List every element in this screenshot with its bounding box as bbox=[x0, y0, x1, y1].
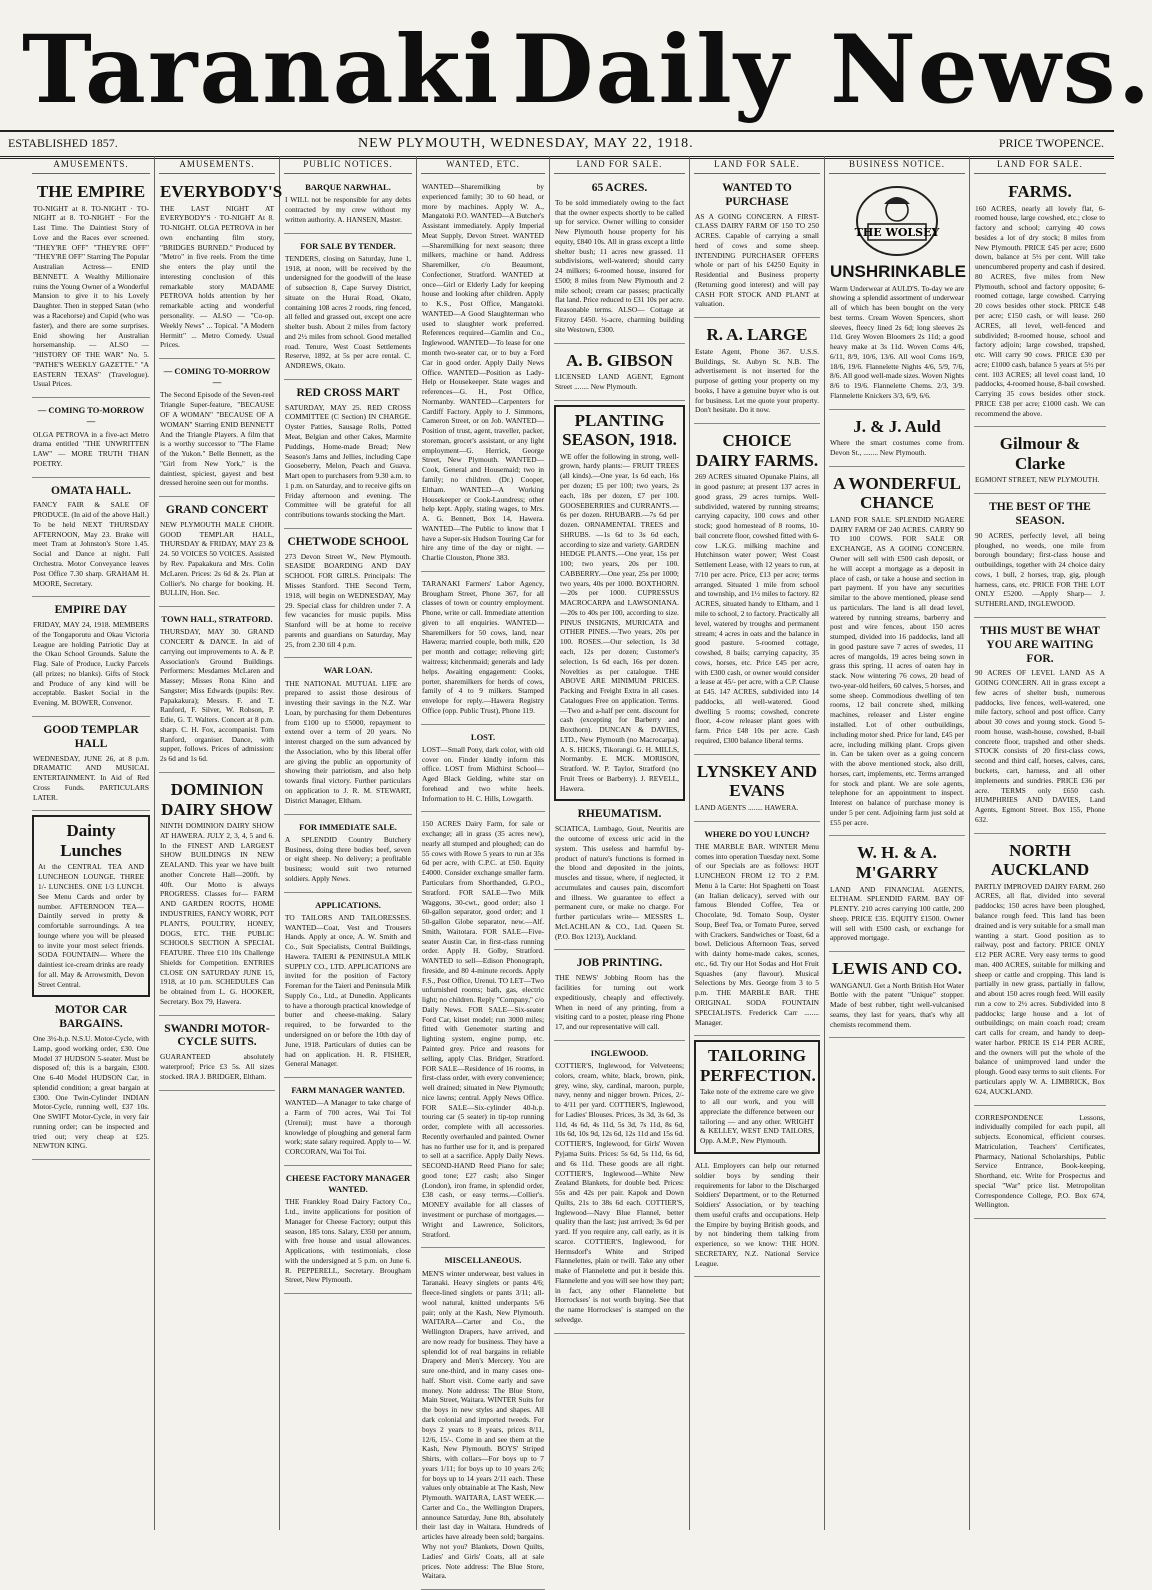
advertisement bbox=[554, 1045, 685, 1334]
advertisement-body: OLGA PETROVA in a five-act Metro drama entitled "THE UNWRITTEN LAW" — MORE TRUTH THAN POETRY. bbox=[33, 429, 149, 468]
advertisement-title: WANTED TO PURCHASE bbox=[722, 182, 792, 208]
advertisement-body: THE NATIONAL MUTUAL LIFE are prepared to assist those desirous of investing their savings in the N.Z. War Loan, by purchasing for them Debentures from £100 up to £5000, repayment to extend over a term of 20 years. No interest charged on the sum advanced by the Association, who by this liberal offer are giving the public an opportunity of showing their patriotism, and also help towards final victory. Further particulars on application to J. R. M. STEWART, District Manager, Eltham. bbox=[285, 678, 411, 805]
advertisement-title: FARM MANAGER WANTED. bbox=[291, 1085, 405, 1096]
advertisement bbox=[694, 322, 820, 424]
advertisement-title: INGLEWOOD. bbox=[590, 1047, 649, 1058]
advertisement-body: PARTLY IMPROVED DAIRY FARM. 260 ACRES, all flat, divided into several paddocks; 150 acres have been ploughed, balance rough feed. This land has been drained and is very suitable for a small man wanting a start. Good position as to railway, post and factory. PRICE ONLY £12 PER ACRE. Very easy terms to good man. 400 ACRES, suitable for milking and sheep or cattle and cropping. This land is partially in new grass, partially in fallow, and about 150 acres rough feed. Will easily run a cow to 2½ acres. Subdivided into 8 paddocks; large house and a lot of outbuildings; on main coach road; cream cart calls for cream, and handy to deep-water harbor. PRICE IS £14 PER ACRE, and the owners will put the whole of the balance of unimproved land under the plough. Good easy terms to suit clients. For particulars apply W. A. LIMBRICK, Box 624, AUCKLAND. bbox=[975, 881, 1105, 1096]
dateline bbox=[0, 130, 1114, 159]
advertisement-title: THE EMPIRE bbox=[36, 182, 146, 201]
advertisement bbox=[32, 721, 150, 811]
advertisement bbox=[159, 777, 275, 1016]
advertisement-body: Estate Agent, Phone 367. U.S.S. Buildings, St. Aubyn St. N.B. The advertisement is not inserted for the purpose of getting your property on my books, I have a genuine buyer who is out for business. Let me quote your property. Don't hesitate. Do it now. bbox=[695, 346, 819, 415]
advertisement-title: UNSHRINKABLE bbox=[830, 262, 966, 281]
advertisement-title: TAILORING PERFECTION. bbox=[700, 1046, 816, 1085]
advertisement bbox=[829, 414, 965, 467]
price-label: PRICE TWOPENCE. bbox=[998, 136, 1104, 150]
advertisement bbox=[159, 1020, 275, 1091]
advertisement-body: SATURDAY, MAY 25. RED CROSS COMMITTEE (C Section) IN CHARGE. Oyster Patties, Sausage Rolls, Potted Meat, Belgian and other Cakes, Marmite Puddings, Home-made Bread; New Season's Jams and Jellies, including Cape Gooseberry, Melon, Peach and Guava. Mart open to purchasers from 9.30 a.m. to 1 p.m. on Saturday, and to receive gifts on Friday afternoon and evening. The Committee will be grateful for all contributions towards stocking the Mart. bbox=[285, 402, 411, 520]
advertisement-body: TO TAILORS AND TAILORESSES. WANTED—Coat, Vest and Trousers Hands. Apply at once, A. W. Smith and Co., Suit Specialists, Central Buildings, Hawera. TAIERI & PENINSULA MILK SUPPLY CO., LTD. APPLICATIONS are invited for the position of Factory Foreman for the Taieri and Peninsula Milk Supply Co., Ltd., at Dunedin. Applicants to have a thorough practical knowledge of butter and cheese-making. Salary required, to be forwarded to the undersigned on or before the 10th day of June, 1918. Particulars of duties can be had on application. H. R. FISHER, General Manager. bbox=[285, 912, 411, 1069]
advertisement-title: EVERYBODY'S bbox=[160, 182, 283, 201]
advertisement bbox=[974, 622, 1106, 834]
advertisement-title: W. H. & A. M'GARRY bbox=[855, 843, 939, 882]
advertisement-title: PLANTING SEASON, 1918. bbox=[562, 410, 677, 450]
advertisement bbox=[32, 601, 150, 717]
advertisement bbox=[284, 179, 412, 234]
advertisement-title: APPLICATIONS. bbox=[315, 899, 381, 910]
advertisement bbox=[421, 729, 545, 813]
advertisement bbox=[554, 805, 685, 950]
advertisement bbox=[284, 238, 412, 380]
advertisement bbox=[284, 1170, 412, 1294]
advertisement-body: GUARANTEED absolutely waterproof; Price £3 5s. All sizes stocked. IRA J. BRIDGER, Eltham. bbox=[160, 1052, 274, 1081]
advertisement-body: WANTED—A Manager to take charge of a Farm of 700 acres, Wai Toi Tol (Urenui); must have a thorough knowledge of ploughing and general farm work; state salary required. Apply to— W. CORCORAN, Wai Toi Toi. bbox=[285, 1098, 411, 1157]
advertisement-body: THE MARBLE BAR. WINTER Menu comes into operation Tuesday next. Some of our Specials are as follows: HOT LUNCHEON FROM 12 TO 2 P.M. Menu à la Carte: Hot Spaghetti on Toast (an Italian delicacy), served with our famous Blended Coffee, Tea or Chocolate, 9d. Tomato Soup, Oyster Soup, Beef Tea, or Tomato Puree, served with Crackers. Sandwiches or Toast, 6d a bowl. Delicious Afternoon Teas, served with dainty home-made cakes, scones, etc., 6d. Try our Hot Sodas and Hot Fruit Squashes (any flavour). Musical Selections by Mrs. George from 3 to 5 p.m. THE MARBLE BAR. THE ORIGINAL SODA FOUNTAIN SPECIALISTS. Frederick Carr ........ Manager. bbox=[695, 841, 819, 1027]
advertisement-title: WAR LOAN. bbox=[323, 665, 373, 676]
advertisement-title: — COMING TO-MORROW — bbox=[37, 405, 145, 427]
advertisement-title: NORTH AUCKLAND bbox=[990, 840, 1090, 880]
advertisement-title: RED CROSS MART bbox=[296, 386, 400, 399]
advertisement-title: GRAND CONCERT bbox=[165, 504, 269, 517]
advertisement-title: RHEUMATISM. bbox=[577, 808, 662, 821]
advertisement-body: 273 Devon Street W., New Plymouth. SEASIDE BOARDING AND DAY SCHOOL FOR GIRLS. Principals: The Misses Stanford. THE Second Term, 1918, will begin on WEDNESDAY, May 29. Special class for children under 7. A few vacancies for music pupils. Miss Stanford will be at home to receive parents and guardians on Saturday, May 25, from 2.30 till 4 p.m. bbox=[285, 551, 411, 649]
column-grid bbox=[28, 156, 1110, 1581]
column-heading: LAND FOR SALE. bbox=[554, 156, 685, 174]
advertisement-title: MOTOR CAR BARGAINS. bbox=[54, 1004, 128, 1031]
advertisement bbox=[421, 179, 545, 572]
advertisement bbox=[694, 1040, 820, 1154]
advertisement bbox=[284, 1082, 412, 1166]
advertisement bbox=[829, 956, 965, 1038]
advertisement-title: THIS MUST BE WHAT YOU ARE WAITING FOR. bbox=[980, 624, 1100, 665]
advertisement bbox=[32, 179, 150, 398]
advertisement-body: FANCY FAIR & SALE OF PRODUCE. (In aid of the above Hall.) To be held NEXT THURSDAY AFTERNOON, May 23. Brake will meet Tram at Johnston's Store 1.45. Social and Dance at night. Full Orchestra. Motor Conveyance leaves Post Office 7.30 sharp. GRAHAM H. MOORE, Secretary. bbox=[33, 500, 149, 588]
advertisement bbox=[554, 405, 685, 802]
advertisement-title: CHETWODE SCHOOL bbox=[287, 535, 409, 548]
advertisement-title: LEWIS AND CO. bbox=[832, 959, 962, 979]
advertisement-body: 269 ACRES situated Opunake Plains, all in good pasture; at present 137 acres in good grass, 29 acres turnips. Well-subdivided, watered by running streams; carrying capacity, 100 cows and other stock; good homestead of 8 rooms, 10-bail concrete floor, cowshed fitted with 6-cow L.K.G. milking machine and Hutchinson water power; West Coast Settlement Lease, with 12 years to run, at 7/10 per acre. Price, £13 per acre; terms arranged. Situated 1 mile from school and township, and 1½ miles to factory. 82 ACRES, situated handy to Eltham, and 1 mile to school, 2 to factory. Practically all level, watered by troughs and permanent stream; 4 acres in oats and the balance in good pasture. 5-roomed cottage, cowshed, 8 bails; carrying capacity, 35 cows, horses, etc. Price £45 per acre, with £300 cash, or owner would consider a lease at 45/- per acre, with a C.P. Clause at £45. 147 ACRES, subdivided into 14 paddocks, all well-watered. Good dwelling 5 rooms; cowshed, concrete floor, 4-cow releaser plant goes with farm. Price £48 10s per acre. Cash required, £300 balance liberal terms. bbox=[695, 472, 819, 745]
advertisement-title: WHERE DO YOU LUNCH? bbox=[704, 828, 810, 839]
advertisement-body: NEW PLYMOUTH MALE CHOIR. GOOD TEMPLAR HALL, THURSDAY & FRIDAY, MAY 23 & 24. 50 VOICES 50 VOICES. Assisted by Rev. Papakakura and Mrs. Colin McLaren. Prices: 2s 6d & 2s. Plan at Collier's. No charge for booking. H. BULLIN, Hon. Sec. bbox=[160, 519, 274, 598]
advertisement-body: WANGANUI. Get a North British Hot Water Bottle with the patent "Unique" stopper. Made of best rubber, tight well-vulcanised seams, they last for years, that's why all chemists recommend them. bbox=[830, 980, 964, 1029]
advertisement-body: One 3½-h.p. N.S.U. Motor-Cycle, with Lamp, good working order, £30. One Model 37 HUDSON 5-seater. Must be disposed of; this is a bargain, £300. One 6-40 Model HUDSON Car, in splendid condition; a great bargain at £300. One Twin-Cylinder INDIAN Motor-Cycle, running well, £37 10s. One SWIFT Motor-Cycle, in very fair running order; can be inspected and tried out; very cheap at £25. NEWTON KING. bbox=[33, 1034, 149, 1151]
advertisement bbox=[284, 662, 412, 814]
advertisement bbox=[32, 815, 150, 997]
advertisement bbox=[974, 431, 1106, 494]
newspaper-column bbox=[155, 156, 283, 1530]
advertisement-body: LICENSED LAND AGENT, Egmont Street ........ New Plymouth. bbox=[555, 372, 684, 391]
advertisement-body: THE Frankley Road Dairy Factory Co., Ltd., invite applications for position of Manager for Cheese Factory; output this season, 185 tons. Salary, £350 per annum, with free house and usual allowances. Applications, with testimonials, close with the undersigned at 5 p.m. on June 6. R. PEPPERELL, Secretary. Brougham Street, New Plymouth. bbox=[285, 1197, 411, 1285]
advertisement-body: Take note of the extreme care we give to all our work, and you will appreciate the difference between our tailoring — and any other. WRIGHT & KELLEY, WEST END TAILORS, Opp. A.M.P., New Plymouth. bbox=[700, 1087, 814, 1146]
advertisement-body: To be sold immediately owing to the fact that the owner expects shortly to be called up for service. Owner willing to consider New Plymouth house property for his equity, £840 10s. All in grass except a little shelter bush; 11 acres new grassed. 11 subdivisions, well-watered; should carry 24 milkers; 6-roomed house, insured for £500; 8 miles from New Plymouth and 2 mile school; cream car passes; practically flat land. Price reduced to £31 10s per acre. Reasonable terms. ALSO— Cottage at Fitzroy £450. ½-acre, charming building site Westown, £300. bbox=[555, 197, 684, 334]
advertisement-title: Gilmour & Clarke bbox=[999, 434, 1081, 473]
column-heading: PUBLIC NOTICES. bbox=[284, 156, 412, 174]
advertisement-body: THE NEWS' Jobbing Room has the facilities for turning out work expeditiously, cheaply and effectively. When in need of any printing, from a visiting card to a poster, please ring Phone 17, and our representative will call. bbox=[555, 973, 684, 1032]
advertisement bbox=[694, 826, 820, 1037]
advertisement-title: MISCELLANEOUS. bbox=[444, 1255, 522, 1266]
advertisement bbox=[159, 501, 275, 607]
advertisement-title: TOWN HALL, STRATFORD. bbox=[161, 614, 273, 625]
advertisement-body: TENDERS, closing on Saturday, June 1, 1918, at noon, will be received by the undersigned for the goodwill of the lease of subsection 8, Cape Survey District, situate on the Hurai Road, Okato, containing 108 acres 2 roods, ring fenced, all felled and grassed out, except one acre shelter bush. About 2 miles from factory and 2½ miles from school. Good metalled road. Tenure, West Coast Settlements Reserve, 1892, at 5s per acre rental. C. ANDREWS, Okato. bbox=[285, 253, 411, 371]
advertisement-title: FOR SALE BY TENDER. bbox=[300, 240, 396, 251]
advertisement bbox=[32, 1001, 150, 1160]
advertisement bbox=[829, 179, 965, 410]
advertisement bbox=[829, 471, 965, 837]
newspaper-column bbox=[417, 156, 550, 1581]
advertisement bbox=[554, 954, 685, 1040]
advertisement bbox=[694, 1158, 820, 1277]
newspaper-column bbox=[280, 156, 417, 1530]
advertisement bbox=[421, 1252, 545, 1590]
advertisement-body: The Second Episode of the Seven-reel Triangle Super-feature, "BECAUSE OF A WOMAN" "BECAUSE OF A WOMAN" Starring ENID BENNETT And the Triangle Players. A film that is a worthy successor to "The Flame of the Yukon." Belle Bennett, as the "Girl from New York," is the daintiest, spiciest, gayest and best dressed heroine seen out for months. bbox=[160, 390, 274, 488]
newspaper-column bbox=[970, 156, 1110, 1530]
advertisement-body: WE offer the following in strong, well-grown, hardy plants:— FRUIT TREES (all kinds).—One year, 1s 6d each, 16s per dozen; £5 per 100; two years, 2s each, 18s per dozen, £7 per 100. GOOSEBERRIES and CURRANTS.—6s per dozen. RHUBARB.—7s 6d per dozen. ORNAMENTAL TREES and SHRUBS. —1s 6d to 3s 6d each, according to size and variety. GARDEN HEDGE PLANTS.—One year, 15s per 100; two years, 20s per 100. CABBERRY.—One year, 25s per 1000; two years, 40s per 1000. BOXTHORN.—20s per 1000. CUPRESSUS MACROCARPA and LAWSONIANA.—20s to 40s per 100, according to size. PINUS INSIGNIS, MURICATA and OTHER PINES.—Two years, 20s per 100. ROSES.—Our selection, 1s 3d each, 12s per dozen; Customer's selection, 1s 6d each, 16s per dozen. Novelties as per catalogue. THE ABOVE ARE MINIMUM PRICES. Packing and Freight Extra in all cases. Catalogues Free on application. Terms.—Two and a-half per cent. discount for cash (excepting for Barberry and Boxthorn). DUNCAN & DAVIES, LTD., New Plymouth (no Macrocarpa). A. S. HICKS, Tikorangi. G. H. MILLS, Normanby. E. MCK. MORISON, Stratford. W. P. Taylor, Stratford (no Fruit Trees or Barberry). J. REVELL, Hawera. bbox=[560, 451, 679, 793]
masthead-word-daily: Daily bbox=[512, 15, 791, 125]
advertisement-body: Warm Underwear at AULD'S. To-day we are showing a splendid assortment of underwear all of which has been bought on the very best terms. Cream Woven Spencers, short sleeves, fleecy lined 2s 6d; long sleeves 2s 11d. Grey Woven Bloomers 2s 11d; a good heavy make at 3s 11d. Woven Coms 4/6, 6/11, 8/9, 10/6, 13/6. All wool Coms 16/9, 18/6, 19/6. Flannelette Nights 4/6, 5/9, 7/6, 8/6. All good well-made sizes. Woven Nights 8/6 to 19/6. Flannelette Chems. 2/3, 3/9. Flannelette Knickers 3/3, 6/9, 6/6. bbox=[830, 283, 964, 400]
advertisement bbox=[694, 428, 820, 755]
advertisement bbox=[284, 533, 412, 658]
established-label: ESTABLISHED 1857. bbox=[8, 136, 118, 150]
advertisement-title: GOOD TEMPLAR HALL bbox=[43, 723, 139, 750]
advertisement-body: 90 ACRES OF LEVEL LAND AS A GOING CONCERN. All in grass except a few acres of shelter bush, numerous paddocks, live fences, well-watered, one mile factory, school and post office. Carry about 30 cows and young stock. Good 5-room house, wash-house, cowshed, 8-bail concrete floor, trapshed and other sheds. STOCK consists of 20 first-class cows, second and third calf, horses, calves, cans, buckets, cart, harness, and all other implements and sundries. PRICE £36 per acre. TERMS only £650 cash. HUMPHRIES AND DAVIES, Land Agents, Egmont Street. Box 155, Phone 632. bbox=[975, 668, 1105, 824]
advertisement-body: COTTIER'S, Inglewood, for Velveteens; colors, cream, white, black, brown, pink, grey, wine, sky, cardinal, maroon, purple, navy, nenny and nigger brown. Prices, 2/- to 4/11 per yard. COTTIER'S, Inglewood, for Ladies' Blouses. Prices, 3s 3d, 3s 6d, 3s 11d, 4s 6d, 4s 11d, 5s 3d, 7s 11d, 8s 6d, 10s 6d, 10s 9d, 12s 6d, 12s 11d and 15s 6d. COTTIER'S, Inglewood, for Girls' Woven Pyjama Suits. Prices: 5s 6d, 5s 11d, 6s 6d, and 6s 11d. These goods are all right. COTTIER'S, Inglewood—White New Zealand Blankets, for double bed. Prices: 55s and 42s per pair. Kapok and Down Quilts, 21s to 38s 6d each. COTTIER'S, Inglewood—Navy Blue Flannel, better quality than the last; just arrived; 3s 6d per yard. If you require any, call early, as it is scarce. COTTIER'S, Inglewood, for Hermsdorf's White and Striped Flannelettes, plain or twill. Take any other make of Flannelette and put it beside this. Flannelette and you will see how they part; in fact, any other Flannelette but Horrockses' is not worth buying. See that the name Horrockses' is stamped on the selvedge. bbox=[555, 1061, 684, 1324]
advertisement-body: MEN'S winter underwear, best values in Taranaki. Heavy singlets or pants 4/6; fleece-lined singlets or pants 3/11; all-wool natural, knitted underpants 5/6 pair; only at the Kash, New Plymouth. WAITARA—Carter and Co., the Wellington Drapers, have arrived, and are now ready for business. They have a splendid lot of real bargains in reliable Drapery and Men's Mercery. You are sure one-third, and in many cases one-half. Short visit. Come early and save money. Note address: The Blue Store, Main Street, Waitara. WINTER Suits for the boys in new styles and shapes. All dark colonial and imported tweeds. For boys 2 years to 8 years, prices 8/11, 12/6, 15/-. Come in and see them at the Kash, New Plymouth. BOYS' Striped Shirts, with collars—For boys up to 7 years 1/11; for boys up to 10 years 2/6; for boys up to 14 years 2/11 each. These values only obtainable at The Kash, New Plymouth. WAITARA, LAST WEEK.—Carter and Co., the Wellington Drapers, announce Saturday, June 8th, absolutely their last day in Waitara. Hundreds of articles have already been sold; bargains. Why not you? Blankets, Down Quilts, Ladies' and Girls' Coats, all at sale prices. Note address: The Blue Store, Waitara. bbox=[422, 1268, 544, 1581]
masthead-word-news: News. bbox=[830, 15, 1152, 125]
column-heading: WANTED, ETC. bbox=[421, 156, 545, 174]
column-heading: BUSINESS NOTICE. bbox=[829, 156, 965, 174]
advertisement-title: OMATA HALL. bbox=[50, 484, 132, 497]
advertisement bbox=[421, 576, 545, 725]
advertisement-body: THE LAST NIGHT AT EVERYBODY'S · TO-NIGHT At 8. TO-NIGHT. OLGA PETROVA in her own enchanting film story, "BRIDGES BURNED." Produced by "Metro" in five reels. From the time she enters the play until the interesting conclusion of this remarkable story MADAME PETROVA holds attention by her remarkable acting and wonderful personality. — ALSO — "Co-op. Weekly News" ... Topical. "A Modern Hermitt" ... Metro Comedy. Usual Prices. bbox=[160, 203, 274, 350]
newspaper-column bbox=[690, 156, 825, 1530]
advertisement-title: CHOICE DAIRY FARMS. bbox=[695, 431, 819, 470]
advertisement-body: ALL Employers can help our returned soldier boys by sending their requirements for labor to the Discharged Soldiers' Department, or to the Returned Soldiers' Association, or by teaching them useful crafts and occupations. Help the Empire by buying British goods, and by not hindering them talking from experience, so we know: THE HON. SECRETARY, N.Z. National Service League. bbox=[695, 1161, 819, 1268]
advertisement bbox=[284, 819, 412, 893]
advertisement bbox=[421, 816, 545, 1248]
advertisement bbox=[284, 384, 412, 529]
advertisement bbox=[554, 179, 685, 344]
advertisement-title: EMPIRE DAY bbox=[54, 604, 128, 617]
advertisement-title: THE BEST OF THE SEASON. bbox=[989, 501, 1091, 528]
advertisement bbox=[284, 897, 412, 1078]
masthead-word-taranaki: Taranaki bbox=[22, 15, 501, 125]
advertisement-title: FOR IMMEDIATE SALE. bbox=[299, 821, 397, 832]
advertisement-body: FRIDAY, MAY 24, 1918. MEMBERS of the Tongaporutu and Okau Victoria League are holding Patriotic Day at the Okau School Grounds. Salute the Flag. Sale of Produce, Lucky Parcels (all prizes; no blanks). Gifts of Stock and Produce of any kind will be acceptable. Basket Social in the Evening. M. BOWER, Convenor. bbox=[33, 620, 149, 708]
advertisement-body: THURSDAY, MAY 30. GRAND CONCERT & DANCE. In aid of carrying out improvements to A. & P. Association's Ground Buildings. Performers: Mesdames McLaren and Massey; Misses Rona Kino and Sangster; Miss Edwards (pupils: Rev. Papakakura); Messrs. F. and T. Ranford, F. Silver, W. Robson, P. Edie, G. T. Walters. Concert at 8 p.m. sharp. C. H. Fox, accompanist. Tom Ranford, organiser. Dance, with supper, follows. Prices of admission: 2s 6d and 1s 6d. bbox=[160, 627, 274, 764]
advertisement-title: Dainty Lunches bbox=[60, 821, 122, 860]
advertisement bbox=[694, 179, 820, 318]
advertisement-body: CORRESPONDENCE Lessons, individually compiled for each pupil, all subjects. Economical, efficient courses. Matriculation, Teachers' Certificates, Pharmacy, National Scholarships, Public Service Entrance, Book-keeping, Shorthand, etc. Write for Prospectus and special "War" price list. Metropolitan Correspondence College, P.O. Box 674, Wellington. bbox=[975, 1112, 1105, 1210]
newspaper-column bbox=[550, 156, 690, 1530]
advertisement-body: EGMONT STREET, NEW PLYMOUTH. bbox=[975, 475, 1100, 485]
advertisement-title: — COMING TO-MORROW — bbox=[163, 366, 271, 388]
advertisement bbox=[32, 402, 150, 478]
advertisement-title: J. & J. Auld bbox=[853, 416, 941, 436]
newspaper-column bbox=[825, 156, 970, 1530]
masthead bbox=[0, 0, 1152, 128]
advertisement bbox=[974, 179, 1106, 427]
advertisement-body: LAND AGENTS ........ HAWERA. bbox=[695, 802, 799, 812]
advertisement-body: 150 ACRES Dairy Farm, for sale or exchange; all in grass (35 acres new), nearly all stumped and ploughed; can do 55 cows with Rowe 5 years to run at 35s 6d per acre, with C.P.C. at £50. Equity £4000. Consider exchange smaller farm. Particulars from Shorthanded, G.P.O., Stratford. FOR SALE—Two Milk Waggons, 30-cwt., good order; also 1 60-gallon separator, good order; and 1 50-gallon Globe separator, new.—Alf. Smith, Waitotara. FOR SALE—Five-seater Austin Car, in first-class running order. Apply H. Golby, Stratford. WANTED to sell—Edison Phonograph, fireside, and 80 4-minute records. Apply F.S., Post Office, Urenui. TO LET—Two unfurnished rooms; bath, gas, electric light; no children. Reply "Company," c/o Daily News. FOR SALE—Six-seater Ford Car, kitset model; run 3000 miles; fitted with Genemoter starting and lighting system, engine pump, etc. Painted grey. Price and reasons for selling, apply Clas. Bridger, Stratford. FOR SALE—Residence of 16 rooms, in first-class order, with every convenience; well drained; situated in New Plymouth; nice lawns; central. Apply News Office. FOR SALE—Six-cylinder 40-h.p. touring car (5 seater) in tip-top running order, complete with all accessories. Recently overhauled and painted. Owner has no further use for it, and is prepared to sell at a sacrifice. Apply Daily News. SECOND-HAND Reed Piano for sale; good tone; £27 cash; also Singer (London), iron frame, in splendid order, £38 cash, or easy terms.—Collier's. MONEY available for all classes of investment or purchase of mortgages.—Wright and Lawrence, Solicitors, Stratford. bbox=[422, 819, 544, 1239]
advertisement-body: At the CENTRAL TEA AND LUNCHEON LOUNGE. THREE 1/- LUNCHES. ONE 1/3 LUNCH. See Menu Cards and order by number. AFTERNOON TEA— Daintily served in pretty & comfortable surroundings. A tea lounge where you will be pleased to invite your most select friends. SODA FOUNTAIN— Where the daintiest ice-cream drinks are ready for all. May & Arrowsmith, Devon Street Central. bbox=[38, 862, 144, 989]
advertisement bbox=[974, 498, 1106, 618]
advertisement bbox=[159, 179, 283, 359]
advertisement-body: 160 ACRES, nearly all lovely flat, 6-roomed house, large cowshed, etc.; close to factory and school; carrying 40 cows besides a lot of dry stock; 8 miles from New Plymouth. PRICE £45 per acre; £600 down, balance at 5½ per cent. Will take unencumbered property and cash if desired. 80 ACRES, five miles from New Plymouth, school and factory opposite; 6-roomed cottage, large cowshed. Carrying 20 cows besides other stock. PRICE £48 per acre; £150 cash, or will lease. 260 ACRES, all level, well-fenced and subdivided; 8-roomed house, school and factory adjoin; large cowshed, trapshed, etc. Will carry 90 cows. PRICE £30 per acre; £1000 cash, balance 5 years at 5½ per cent. 103 ACRES; all level coast land, 10 paddocks, 4-roomed house, 8-bail cowshed. Carrying 35 cows besides other stock. PRICE £38 per acre; £1000 cash. We can recommend the above. bbox=[975, 203, 1105, 418]
emblem-text: THE WOLSEY bbox=[854, 226, 940, 239]
advertisement-title: FARMS. bbox=[1008, 182, 1072, 201]
advertisement bbox=[554, 348, 685, 401]
advertisement bbox=[974, 1110, 1106, 1220]
advertisement-title: DOMINION DAIRY SHOW bbox=[161, 779, 273, 819]
column-heading: AMUSEMENTS. bbox=[159, 156, 275, 174]
advertisement bbox=[829, 840, 965, 952]
column-heading: LAND FOR SALE. bbox=[974, 156, 1106, 174]
advertisement-body: AS A GOING CONCERN. A FIRST-CLASS DAIRY FARM OF 150 TO 250 ACRES. Capable of carrying a small herd of cows and some sheep. INTENDING PURCHASER OFFERS whole or part of his £4250 Equity in Residential and Business property (Returning good interest) and will pay CASH FOR STOCK AND PLANT at valuation. bbox=[695, 211, 819, 309]
advertisement-body: TO-NIGHT at 8. TO-NIGHT · TO-NIGHT at 8. TO-NIGHT · For the Last Time. The Daintiest Story of Love and the Races ever screened. "THEY'RE OFF" "THEY'RE OFF" "THEY'RE OFF" Starring The Popular Australian Actress— ENID BENNETT. A Wealthy Millionaire ruins the Young Owner of a Wonderful Mansion to give it to his Lovely Daughter. Then in stepped Satan (who was a Racehorse) and Cupid (who was faster), and there are some surprises. Enid showing her Australian horsemanship. — ALSO — "HISTORY OF THE WAR" No. 5. "PATHE'S WEEKLY GAZETTE." "A EASTERN TEXAS" (Travelogue). Usual Prices. bbox=[33, 203, 149, 389]
advertisement-title: A. B. GIBSON bbox=[566, 350, 673, 370]
advertisement-title: A WONDERFUL CHANCE bbox=[833, 473, 961, 513]
advertisement-body: 90 ACRES, perfectly level, all being ploughed, no weeds, one mile from borough boundary; first-class house and outbuildings, together with 24 choice dairy cows, 1 bull, 2 horses, trap, gig, plough harness, cans, etc. PRICE FOR THE LOT ONLY £5200. —Apply Sharp— J. SUTHERLAND, INGLEWOOD. bbox=[975, 530, 1105, 609]
advertisement-body: A SPLENDID Country Butchery Business, doing three bodies beef, seven or eight sheep. No delivery; a profitable business; would suit two returned soldiers. Apply News. bbox=[285, 834, 411, 883]
advertisement bbox=[32, 482, 150, 598]
advertisement-body: WANTED—Sharemilking by experienced family; 30 to 60 head, or more by machines. Apply W. A., Mangatoki P.O. WANTED—A Butcher's Assistant immediately. Apply Imperial Meat Supply, Devon Street. WANTED—Sharemilking for next season; three milkers, machine or hand. Address Sharemilker, c/o Beaumont, Confectioner, Stratford. WANTED at once—Girl or Elderly Lady for keeping house and looking after children. Apply to K.S., Post Office, Mangatoki. WANTED—A Good Slaughterman who used to slaughter work preferred. References required—Gamlin and Co., Inglewood. WANTED—To lease for one month two-seater car, or to buy a Ford Car in good order. Apply Daily News Office. WANTED—Position as Lady-Help or Housekeeper. State wages and references—G. H., Post Office, Normanby. WANTED—Carpenters for Cardiff Factory. Apply to J. Simmons, Cameron Street, or on Job. WANTED—Position of trust, agent, traveller, packer, storeman, grocer's assistant, or any light employment—G. Herrick, George Street, New Plymouth. WANTED—Cook, General and Housemaid; two in family; no children. (Dr.) Cooper, Eltham. WANTED—A Working Housekeeper or Cook-Laundress; other help kept. Apply, stating wages, to Mrs. A. G. Bennett, Box 14, Hawera. WANTED—The Public to know that I have a Super-six Hudson Touring Car for hire any time of the day or night. —Charlie Clouston, Phone 383. bbox=[422, 182, 544, 563]
wolsey-emblem-icon bbox=[854, 184, 940, 258]
advertisement-title: LYNSKEY AND EVANS bbox=[696, 761, 818, 801]
advertisement-title: SWANDRI MOTOR-CYCLE SUITS. bbox=[164, 1022, 270, 1049]
advertisement bbox=[694, 759, 820, 822]
advertisement bbox=[159, 611, 275, 773]
advertisement-body: LAND FOR SALE. SPLENDID NGAERE DAIRY FARM OF 240 ACRES. CARRY 90 TO 100 COWS. FOR SALE OR EXCHANGE, AS A GOING CONCERN. Owner will sell with £500 cash deposit, or he will accept a mortgage as a deposit in place of cash, or take a house and section in part payment. If you have any securities similar to the above mentioned, please send us particulars. The land is all dead level, watered by running streams, barberry and post and wire fences, about 150 acres stumped, divided into 16 paddocks, land all in good pasture save 7 acres of swedes, 11 acres of mangolds, 19 acres being sown in grass this spring, 11 acres of oaten hay in stack. Now wintering 76 cows, 20 head of two-year-old heifers, 60 calves, 5 horses, and some sheep. Commodious dwelling of ten rooms, 12 bail concrete shed, milking machines, releaser and Lister engine installed. Lot of other outbuildings, including motor shed. Price for land, £45 per acre, including milking plant. Crops given in. Can be taken over as a going concern with the above mentioned stock, also drill, horses, cart, implements, etc. Terms arranged for stock and plant. We are sole agents, telephone for an appointment to inspect. Interest on balance of purchase money is under 5 per cent. Adjoining farm just sold at £55 per acre. bbox=[830, 514, 964, 827]
advertisement bbox=[974, 838, 1106, 1106]
advertisement-title: 65 ACRES. bbox=[591, 182, 648, 194]
advertisement-title: CHEESE FACTORY MANAGER WANTED. bbox=[285, 1172, 411, 1195]
advertisement-body: TARANAKI Farmers' Labor Agency, Brougham Street, Phone 367, for all classes of town or country employment. Phone, write or call. Immediate attention given to all enquiries. WANTED—Sharemilkers for 50 cows, land, near Hawera; married couple, both milk, £20 per month and cottage; relieving girl; waitress; kitchenmaid; generals and lady helps. Awaiting engagement: Cooks, porter, sharemilkers for herds of cows, family of 4 to 9 milkers. Stamped envelope for reply.—Hawera Registry Office (opp. Public Trust), Phone 119. bbox=[422, 578, 544, 715]
newspaper-column bbox=[28, 156, 155, 1530]
advertisement-body: LAND AND FINANCIAL AGENTS, ELTHAM. SPLENDID FARM. BAY OF PLENTY. 210 acres carrying 100 cattle, 200 sheep. PRICE £35. EQUITY £1500. Owner will sell with £500 cash, or exchange for approved mortgage. bbox=[830, 884, 964, 943]
advertisement-body: NINTH DOMINION DAIRY SHOW AT HAWERA. JULY 2, 3, 4, 5 and 6. In the FINEST AND LARGEST SHOW BUILDINGS IN NEW ZEALAND. This year we have built another Concrete Hall—200ft. by 40ft. Our Motto is always PROGRESS. Classes for— FARM AND GARDEN ROOTS, HOME INDUSTRIES, FANCY WORK, POT PLANTS, POULTRY, HONEY, DOGS, ETC. THE PUBLIC SCHOOLS SECTION A SPECIAL FEATURE. Three £10 10s Challenge Shields for Competition. ENTRIES CLOSE ON SATURDAY JUNE 15, 1918, at 10 p.m. SCHEDULES Can be obtained from L. G. HOOKER, Secretary. Box 79, Hawera. bbox=[160, 821, 274, 1006]
advertisement-body: WEDNESDAY, JUNE 26, at 8 p.m. DRAMATIC AND MUSICAL ENTERTAINMENT. In Aid of Red Cross Funds. PARTICULARS LATER. bbox=[33, 753, 149, 802]
column-heading: LAND FOR SALE. bbox=[694, 156, 820, 174]
advertisement-title: BARQUE NARWHAL. bbox=[305, 182, 391, 192]
advertisement-title: R. A. LARGE bbox=[706, 325, 808, 345]
advertisement-body: I WILL not be responsible for any debts contracted by my crew without my written authority. A. HANSEN, Master. bbox=[285, 195, 411, 224]
column-heading: AMUSEMENTS. bbox=[32, 156, 150, 174]
advertisement-body: SCIATICA, Lumbago, Gout, Neuritis are the outcome of excess uric acid in the system. This useless and harmful by-product of nature's functions is formed in the blood and deposited in the joints, muscles and tissue, where, if neglected, it accumulates and causes pain, discomfort and illness. We guarantee to effect a permanent cure, or make no charge. For further particulars write— MESSRS L. McLACHLAN & CO., Ltd. Queen St. (P.O. Box 1213), Auckland. bbox=[555, 824, 684, 941]
advertisement-body: Where the smart costumes come from. Devon St., ........ New Plymouth. bbox=[830, 438, 964, 458]
advertisement bbox=[159, 363, 275, 497]
advertisement-title: JOB PRINTING. bbox=[576, 957, 663, 970]
advertisement-body: LOST—Small Pony, dark color, with old cover on. Finder kindly inform this office. LOST from Midhirst School—Aged Black Gelding, white star on forehead and two white heels. Information to H. C. Hills, Lowgarth. bbox=[422, 744, 544, 803]
publication-date: NEW PLYMOUTH, WEDNESDAY, MAY 22, 1918. bbox=[358, 136, 694, 151]
advertisement-title: LOST. bbox=[470, 731, 496, 742]
